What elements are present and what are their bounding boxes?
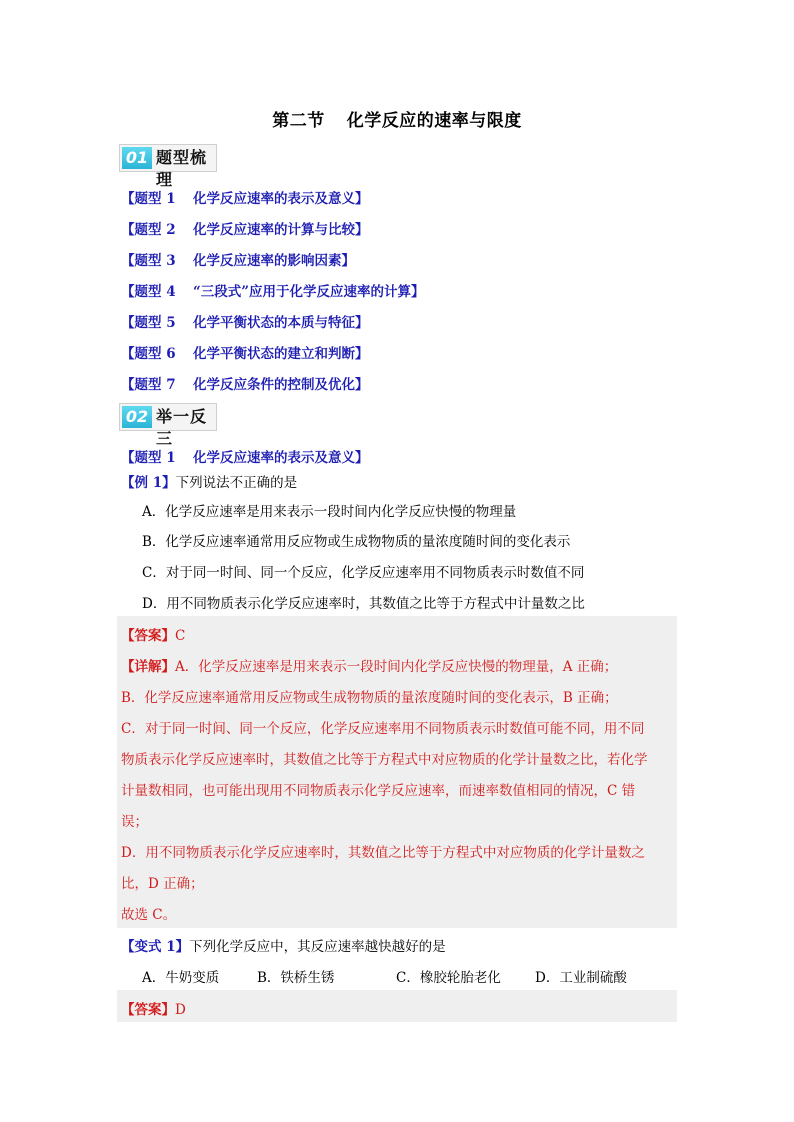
section-badge-practice bbox=[119, 403, 217, 448]
example1-option-a: A．化学反应速率是用来表示一段时间内化学反应快慢的物理量 bbox=[142, 504, 517, 520]
toc-item-7[interactable]: 【题型 7 化学反应条件的控制及优化】 bbox=[121, 377, 369, 393]
section-number: 02 bbox=[122, 406, 152, 428]
variant1-option-a: A．牛奶变质 bbox=[142, 970, 220, 986]
variant1-answer: 【答案】D bbox=[121, 1002, 186, 1018]
title-topic: 化学反应的速率与限度 bbox=[346, 111, 522, 131]
variant1-option-d: D．工业制硫酸 bbox=[535, 970, 627, 986]
variant-tag: 【变式 1】 bbox=[121, 939, 190, 955]
section-label: 举一反三 bbox=[156, 407, 208, 448]
title-section: 第二节 bbox=[272, 111, 325, 131]
section-number: 01 bbox=[122, 147, 152, 169]
type1-heading: 【题型 1 化学反应速率的表示及意义】 bbox=[121, 450, 369, 466]
toc-item-3[interactable]: 【题型 3 化学反应速率的影响因素】 bbox=[121, 253, 355, 269]
variant1-stem: 【变式 1】下列化学反应中，其反应速率越快越好的是 bbox=[121, 939, 446, 955]
section-label: 题型梳理 bbox=[156, 148, 208, 189]
toc-item-2[interactable]: 【题型 2 化学反应速率的计算与比较】 bbox=[121, 222, 369, 238]
example1-detail-line-6: 误； bbox=[121, 814, 148, 830]
example1-stem: 【例 1】下列说法不正确的是 bbox=[121, 475, 298, 491]
variant1-option-b: B．铁桥生锈 bbox=[257, 970, 335, 986]
example1-answer: 【答案】C bbox=[121, 628, 186, 644]
section-badge-question-types bbox=[119, 144, 217, 189]
example1-option-c: C．对于同一时间、同一个反应，化学反应速率用不同物质表示时数值不同 bbox=[142, 565, 585, 581]
example1-detail-line-5: 计量数相同，也可能出现用不同物质表示化学反应速率，而速率数值相同的情况，C 错 bbox=[121, 783, 636, 799]
example1-detail-line-4: 物质表示化学反应速率时，其数值之比等于方程式中对应物质的化学计量数之比，若化学 bbox=[121, 752, 648, 768]
variant1-option-c: C．橡胶轮胎老化 bbox=[396, 970, 501, 986]
example1-detail-line-9: 故选 C。 bbox=[121, 907, 177, 923]
example1-detail-line-3: C．对于同一时间、同一个反应，化学反应速率用不同物质表示时数值可能不同，用不同 bbox=[121, 721, 645, 737]
example1-detail-line-1: 【详解】A．化学反应速率是用来表示一段时间内化学反应快慢的物理量，A 正确； bbox=[121, 659, 618, 675]
page-title bbox=[0, 106, 794, 131]
toc-item-4[interactable]: 【题型 4 “三段式”应用于化学反应速率的计算】 bbox=[121, 284, 425, 300]
toc-item-5[interactable]: 【题型 5 化学平衡状态的本质与特征】 bbox=[121, 315, 369, 331]
toc-item-1[interactable]: 【题型 1 化学反应速率的表示及意义】 bbox=[121, 191, 369, 207]
example1-detail-line-8: 比，D 正确； bbox=[121, 876, 204, 892]
example1-detail-line-2: B．化学反应速率通常用反应物或生成物物质的量浓度随时间的变化表示，B 正确； bbox=[121, 690, 618, 706]
example1-option-d: D．用不同物质表示化学反应速率时，其数值之比等于方程式中计量数之比 bbox=[142, 596, 585, 612]
answer-block bbox=[117, 990, 677, 1022]
example1-detail-line-7: D．用不同物质表示化学反应速率时，其数值之比等于方程式中对应物质的化学计量数之 bbox=[121, 845, 645, 861]
toc-item-6[interactable]: 【题型 6 化学平衡状态的建立和判断】 bbox=[121, 346, 369, 362]
example-tag: 【例 1】 bbox=[121, 475, 176, 491]
example1-option-b: B．化学反应速率通常用反应物或生成物物质的量浓度随时间的变化表示 bbox=[142, 534, 571, 550]
